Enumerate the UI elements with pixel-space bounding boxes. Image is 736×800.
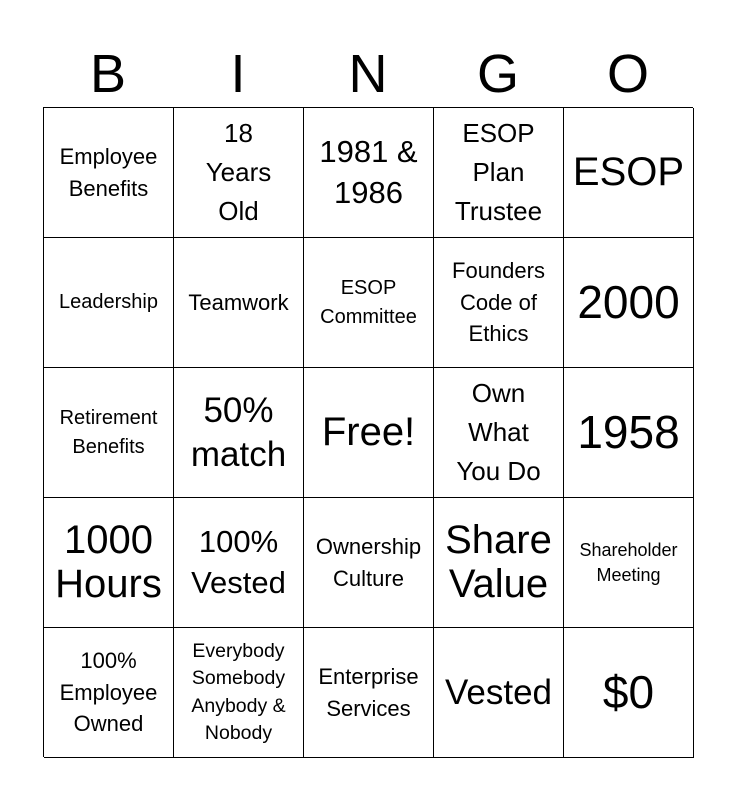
bingo-cell-r1-c1[interactable] <box>44 108 174 238</box>
cell-text: ESOP <box>572 149 685 194</box>
cell-text: Share Value <box>445 518 552 606</box>
bingo-cell-r2-c4[interactable] <box>434 238 564 368</box>
bingo-cell-r1-c3[interactable] <box>304 108 434 238</box>
header-letter-i: I <box>230 44 246 104</box>
bingo-header <box>43 42 693 106</box>
cell-text: ESOP Plan Trustee <box>454 118 543 226</box>
cell-text: Vested <box>444 672 553 712</box>
bingo-cell-r2-c5[interactable] <box>564 238 694 368</box>
bingo-cell-r4-c5[interactable] <box>564 498 694 628</box>
bingo-cell-r4-c1[interactable] <box>44 498 174 628</box>
cell-text: Employee Benefits <box>59 143 158 201</box>
cell-text: 1958 <box>577 406 680 459</box>
bingo-cell-r3-c5[interactable] <box>564 368 694 498</box>
bingo-cell-r5-c2[interactable] <box>174 628 304 758</box>
bingo-cell-r2-c1[interactable] <box>44 238 174 368</box>
cell-text: 1981 & 1986 <box>319 134 418 210</box>
cell-text: Teamwork <box>188 289 289 315</box>
cell-text: 1000 Hours <box>55 518 162 606</box>
cell-text: Everybody Somebody Anybody & Nobody <box>191 639 286 744</box>
bingo-cell-r4-c2[interactable] <box>174 498 304 628</box>
bingo-cell-r1-c5[interactable] <box>564 108 694 238</box>
bingo-cell-r5-c1[interactable] <box>44 628 174 758</box>
cell-text: 100% Vested <box>191 524 286 600</box>
cell-text: Own What You Do <box>456 378 541 486</box>
bingo-cell-r4-c3[interactable] <box>304 498 434 628</box>
bingo-grid <box>43 107 693 757</box>
cell-text: Founders Code of Ethics <box>452 257 545 347</box>
cell-text: Ownership Culture <box>315 533 422 591</box>
header-letter-g: G <box>476 44 519 104</box>
header-letter-b: B <box>89 44 127 104</box>
bingo-cell-r3-c3[interactable] <box>304 368 434 498</box>
cell-text: 100% Employee Owned <box>59 647 158 737</box>
bingo-cell-r3-c2[interactable] <box>174 368 304 498</box>
cell-text: 18 Years Old <box>205 118 272 226</box>
header-letter-o: O <box>606 44 649 104</box>
bingo-cell-r4-c4[interactable] <box>434 498 564 628</box>
cell-text: $0 <box>602 666 655 719</box>
bingo-cell-r3-c1[interactable] <box>44 368 174 498</box>
bingo-cell-r5-c4[interactable] <box>434 628 564 758</box>
bingo-cell-r5-c5[interactable] <box>564 628 694 758</box>
bingo-cell-r2-c3[interactable] <box>304 238 434 368</box>
bingo-cell-r5-c3[interactable] <box>304 628 434 758</box>
bingo-cell-r1-c2[interactable] <box>174 108 304 238</box>
cell-text: 50% match <box>190 390 287 474</box>
cell-text: Leadership <box>59 291 158 313</box>
bingo-cell-r2-c2[interactable] <box>174 238 304 368</box>
bingo-cell-r1-c4[interactable] <box>434 108 564 238</box>
cell-text: Free! <box>321 409 416 454</box>
header-letter-n: N <box>348 44 388 104</box>
cell-text: Enterprise Services <box>318 663 419 721</box>
cell-text: 2000 <box>577 276 680 329</box>
cell-text: Retirement Benefits <box>59 406 158 458</box>
bingo-cell-r3-c4[interactable] <box>434 368 564 498</box>
cell-text: Shareholder Meeting <box>579 539 678 585</box>
cell-text: ESOP Committee <box>320 276 417 328</box>
